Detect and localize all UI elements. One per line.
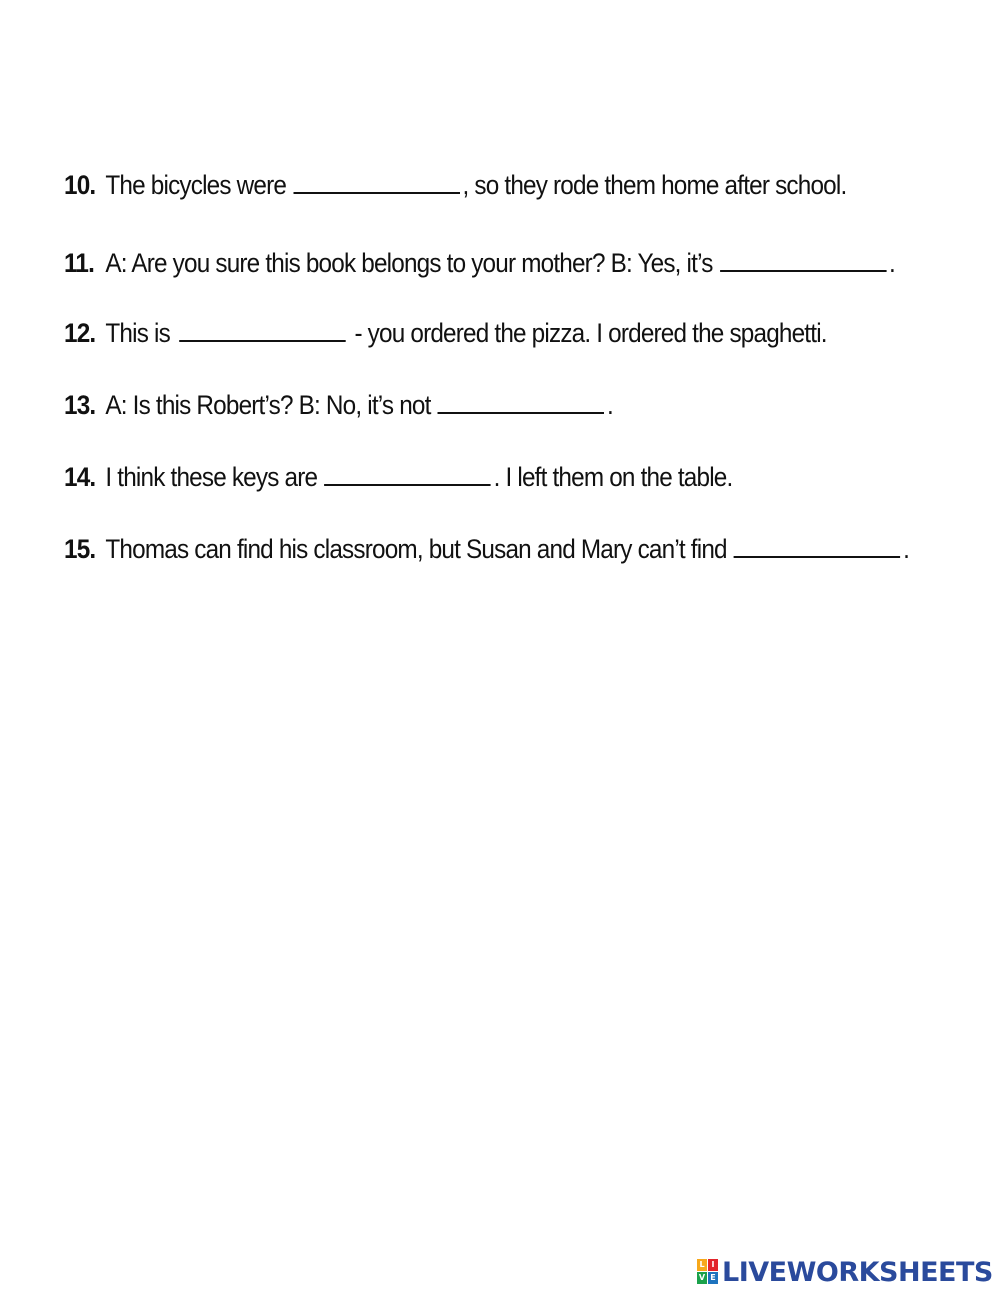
question-14: [64, 462, 732, 502]
logo-letter-i: I: [708, 1259, 718, 1271]
question-text-before: Thomas can find his classroom, but Susan and Mary can’t find: [105, 534, 727, 564]
question-text-after: - you ordered the pizza. I ordered the spaghetti.: [354, 318, 827, 348]
question-13: [64, 390, 613, 430]
answer-blank[interactable]: [438, 392, 605, 414]
question-text-after: , so they rode them home after school.: [462, 170, 847, 200]
question-text-after: .: [606, 390, 613, 420]
question-number: 14.: [64, 462, 96, 492]
liveworksheets-brand[interactable]: [697, 1255, 993, 1289]
answer-blank[interactable]: [179, 320, 346, 342]
question-text-before: A: Is this Robert’s? B: No, it’s not: [105, 390, 431, 420]
brand-name: LIVEWORKSHEETS: [722, 1256, 993, 1288]
answer-blank[interactable]: [734, 536, 901, 558]
question-text-after: .: [888, 248, 895, 278]
logo-letter-v: V: [698, 1273, 706, 1282]
question-text-before: This is: [105, 318, 170, 348]
question-11: [64, 248, 895, 288]
question-number: 11.: [64, 248, 95, 278]
question-text-after: . I left them on the table.: [493, 462, 733, 492]
logo-letter-l: L: [697, 1259, 707, 1271]
question-number: 13.: [64, 390, 96, 420]
question-15: [64, 534, 909, 574]
question-number: 12.: [64, 318, 96, 348]
question-text-before: The bicycles were: [105, 170, 287, 200]
question-number: 10.: [64, 170, 96, 200]
answer-blank[interactable]: [720, 250, 886, 272]
answer-blank[interactable]: [324, 464, 491, 486]
logo-letter-e: E: [708, 1272, 718, 1284]
liveworksheets-logo-icon: [697, 1259, 719, 1285]
question-number: 15.: [64, 534, 96, 564]
question-text-before: I think these keys are: [105, 462, 318, 492]
answer-blank[interactable]: [293, 172, 460, 194]
question-10: [64, 170, 846, 210]
question-12: [64, 318, 827, 358]
question-text-after: .: [903, 534, 910, 564]
question-text-before: A: Are you sure this book belongs to your mother? B: Yes, it’s: [105, 248, 713, 278]
